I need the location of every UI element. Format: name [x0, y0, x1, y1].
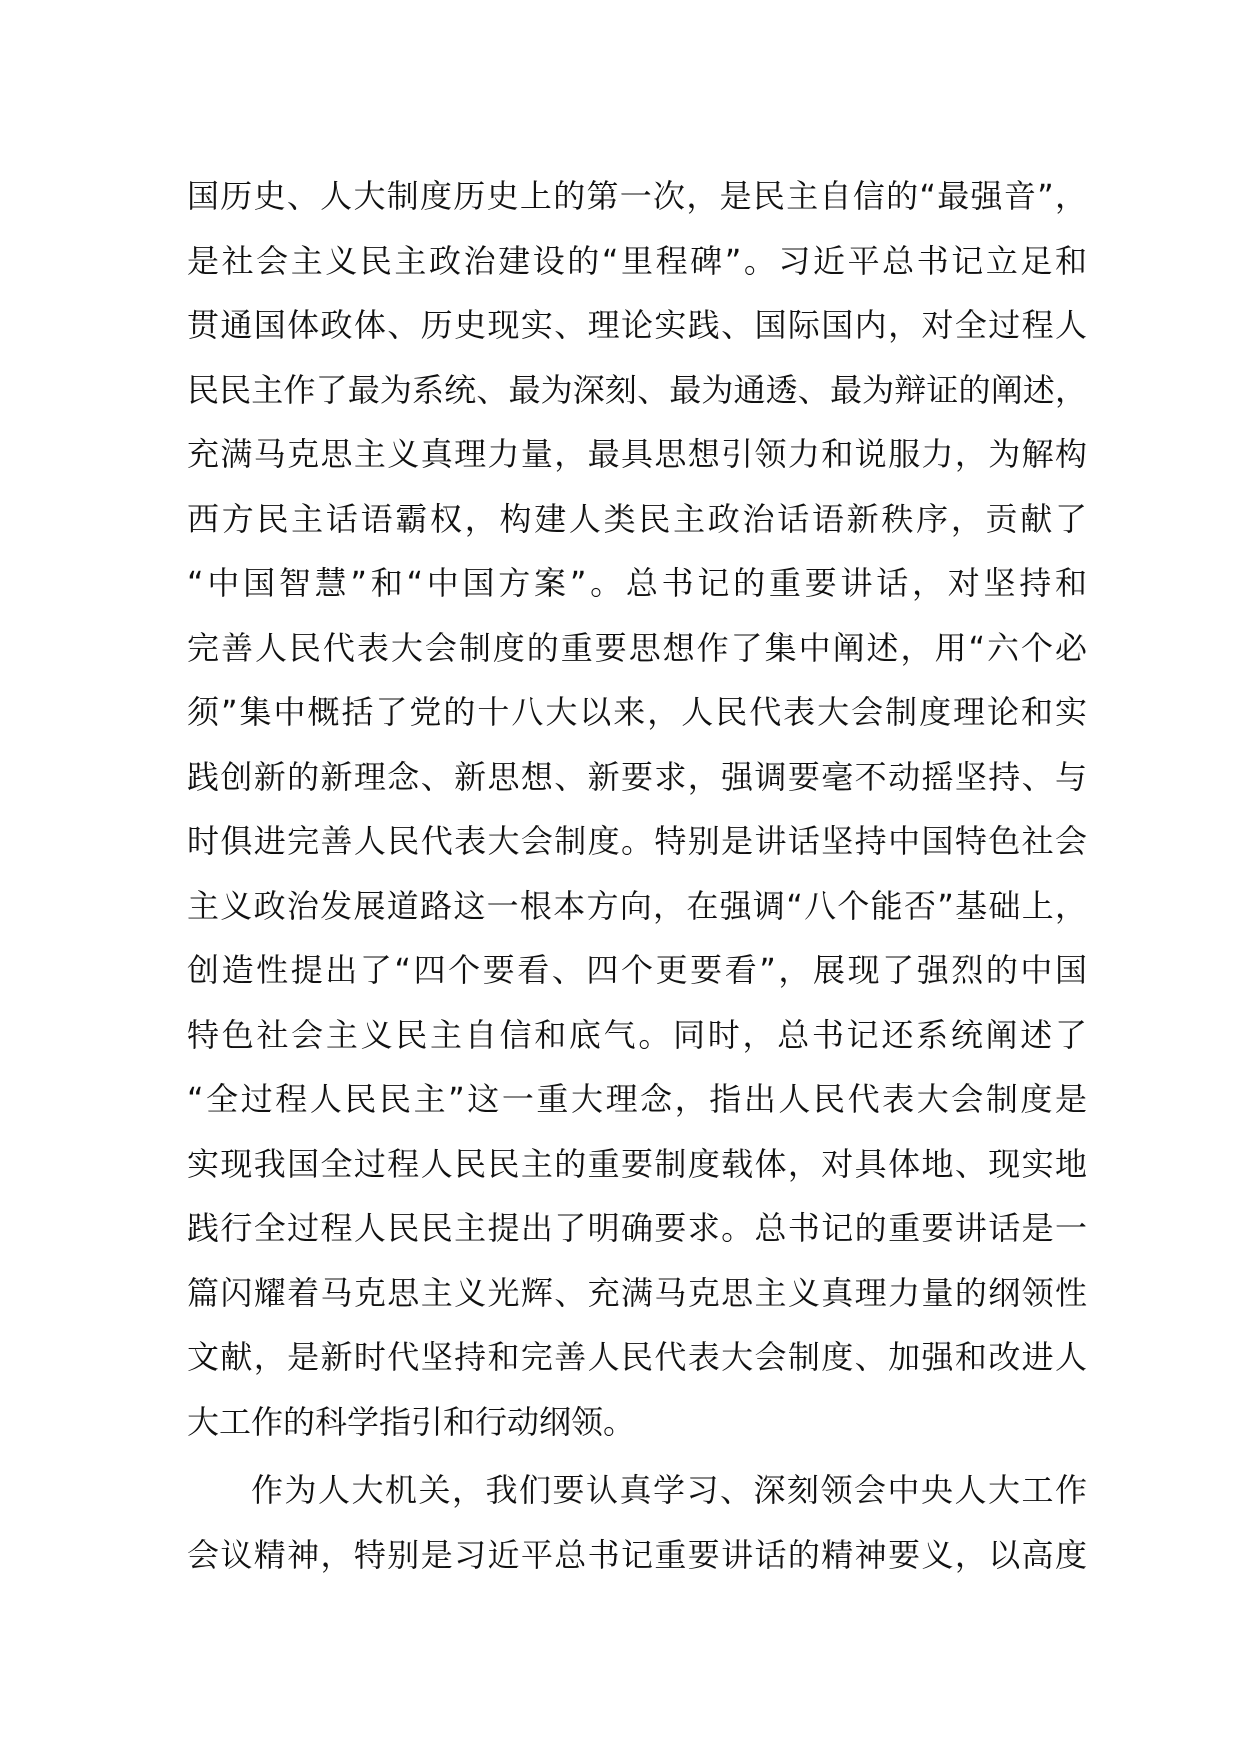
text-line: 民民主作了最为系统、最为深刻、最为通透、最为辩证的阐述，: [187, 370, 1087, 409]
paragraph-2: [187, 1458, 1087, 1587]
text-line: 作为人大机关，我们要认真学习、深刻领会中央人大工作: [251, 1471, 1087, 1509]
text-line: 创造性提出了“四个要看、四个更要看”，展现了强烈的中国: [187, 951, 1087, 989]
text-line: 时俱进完善人民代表大会制度。特别是讲话坚持中国特色社会: [187, 822, 1087, 860]
text-line: 充满马克思主义真理力量，最具思想引领力和说服力，为解构: [187, 435, 1087, 473]
text-line: 践创新的新理念、新思想、新要求，强调要毫不动摇坚持、与: [187, 757, 1087, 796]
text-line: 西方民主话语霸权，构建人类民主政治话语新秩序，贡献了: [187, 499, 1087, 538]
text-line: 完善人民代表大会制度的重要思想作了集中阐述，用“六个必: [187, 628, 1087, 667]
text-line: “全过程人民民主”这一重大理念，指出人民代表大会制度是: [187, 1080, 1087, 1118]
text-line: 须”集中概括了党的十八大以来，人民代表大会制度理论和实: [187, 693, 1087, 731]
text-line: 是社会主义民主政治建设的“里程碑”。习近平总书记立足和: [187, 241, 1087, 280]
paragraph-1: [187, 164, 1087, 1454]
text-line: 践行全过程人民民主提出了明确要求。总书记的重要讲话是一: [187, 1209, 1087, 1247]
text-line: 特色社会主义民主自信和底气。同时，总书记还系统阐述了: [187, 1015, 1087, 1054]
text-line: 文献，是新时代坚持和完善人民代表大会制度、加强和改进人: [187, 1338, 1087, 1376]
text-line: “中国智慧”和“中国方案”。总书记的重要讲话，对坚持和: [187, 564, 1087, 602]
text-line: 实现我国全过程人民民主的重要制度载体，对具体地、现实地: [187, 1144, 1087, 1183]
text-line: 篇闪耀着马克思主义光辉、充满马克思主义真理力量的纲领性: [187, 1273, 1087, 1312]
text-line: 国历史、人大制度历史上的第一次，是民主自信的“最强音”，: [187, 177, 1087, 215]
text-line: 大工作的科学指引和行动纲领。: [187, 1402, 636, 1441]
text-line: 主义政治发展道路这一根本方向，在强调“八个能否”基础上，: [187, 886, 1087, 925]
text-line: 贯通国体政体、历史现实、理论实践、国际国内，对全过程人: [187, 306, 1087, 344]
text-line: 会议精神，特别是习近平总书记重要讲话的精神要义，以高度: [187, 1535, 1087, 1574]
